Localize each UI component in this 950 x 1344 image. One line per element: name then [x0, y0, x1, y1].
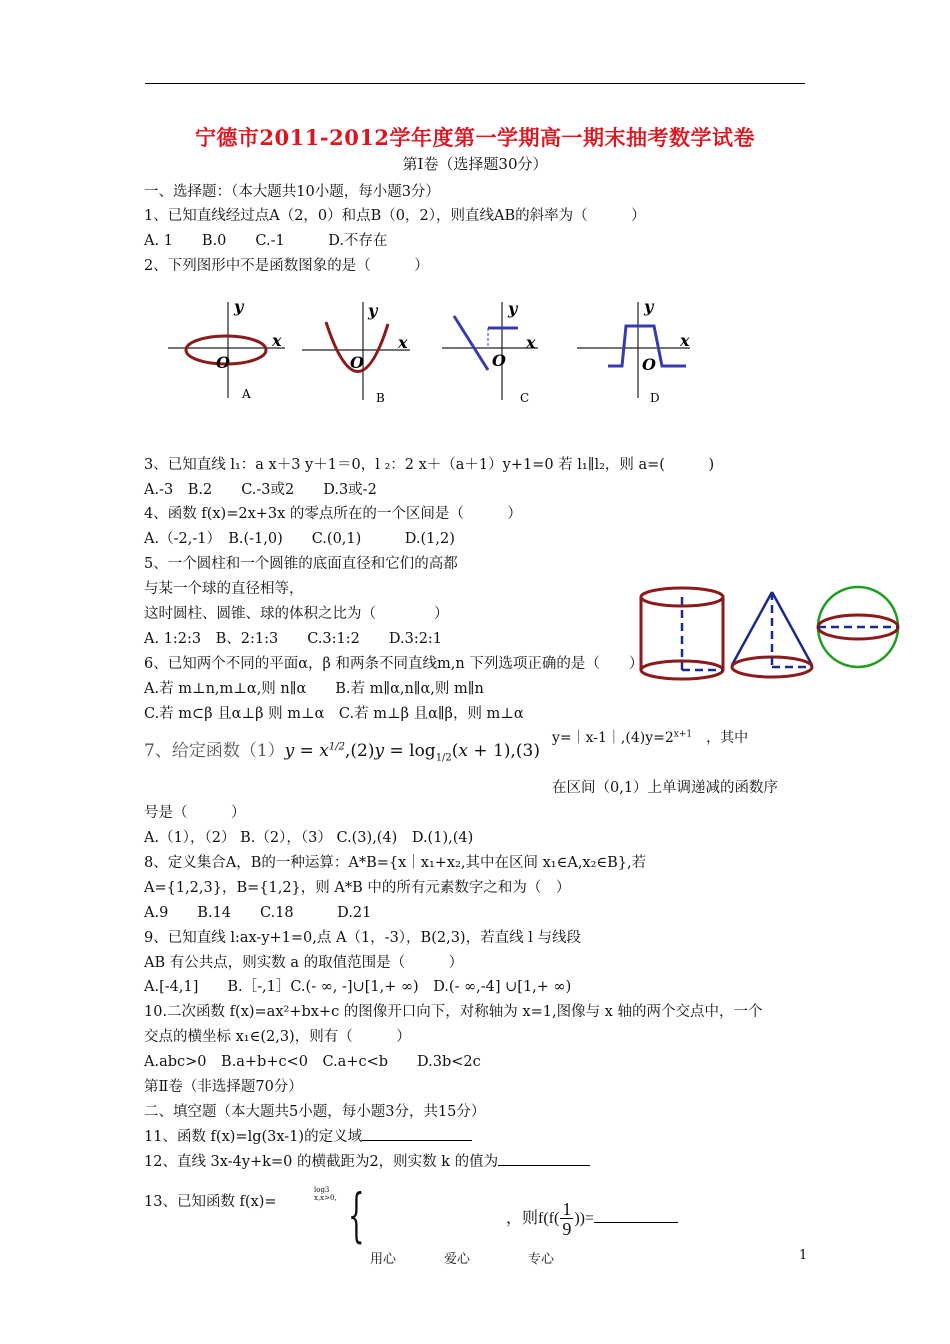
graph-b-label: B: [376, 391, 385, 405]
question-5-line3: 这时圆柱、圆锥、球的体积之比为（ ）: [144, 606, 449, 622]
question-11: [144, 1125, 472, 1146]
cone: [732, 592, 812, 677]
question-6-options-ab: A.若 m⊥n,m⊥α,则 n∥α B.若 m∥α,n∥α,则 m∥n: [144, 681, 484, 697]
question-13-post: ，则f(f(: [506, 1210, 560, 1228]
question-6: 6、已知两个不同的平面α，β 和两条不同直线m,n 下列选项正确的是（ ）: [144, 656, 644, 672]
question-7-right: [552, 727, 748, 747]
origin-label: O: [216, 353, 230, 372]
origin-label: O: [492, 351, 506, 370]
question-5-line1: 5、一个圆柱和一个圆锥的底面直径和它们的高都: [144, 556, 458, 572]
question-4: 4、函数 f(x)=2x+3x 的零点所在的一个区间是（ ）: [144, 506, 522, 522]
y-axis-label: y: [368, 301, 378, 320]
top-rule: [145, 83, 805, 84]
question-9-line2: AB 有公共点，则实数 a 的取值范围是（ ）: [144, 955, 464, 971]
graph-a: [168, 297, 285, 401]
footer-text-1: 用心: [370, 1252, 397, 1267]
page-number: 1: [799, 1248, 808, 1263]
footer-text-3: 专心: [528, 1252, 555, 1267]
question-3: 3、已知直线 l₁：a x＋3 y＋1＝0，l ₂：2 x＋（a＋1）y+1=0 若 l₁∥l₂，则 a=( ): [144, 457, 715, 473]
graph-b: [302, 301, 410, 405]
graph-d: [577, 297, 690, 405]
question-5-line2: 与某一个球的直径相等，: [144, 581, 304, 597]
part2-heading: 第Ⅱ卷（非选择题70分）: [144, 1079, 303, 1095]
formula-1: $y = x^{1/2}$: [284, 741, 345, 761]
y-axis-label: y: [234, 297, 244, 316]
question-7-right-text: y=｜x-1｜,(4)y=2: [552, 730, 674, 746]
graph-c-label: C: [520, 391, 530, 405]
footer-text-2: 爱心: [444, 1252, 471, 1267]
question-10-line1: 10.二次函数 f(x)=ax²+bx+c 的图像开口向下，对称轴为 x=1,图像与 x 轴的两个交点中，一个: [144, 1004, 763, 1020]
sphere: [818, 587, 898, 667]
question-7-line3: 号是（ ）: [144, 805, 246, 821]
question-7-exponent: x+1: [673, 729, 693, 740]
question-1-options: A. 1 B.0 C.-1 D.不存在: [144, 233, 388, 249]
question-7-mid: ,(2): [344, 741, 375, 761]
graph-c: [442, 299, 538, 405]
fraction-numerator: 1: [562, 1199, 572, 1219]
question-7-end: ，其中: [706, 730, 749, 746]
section1-heading: 一、选择题：（本大题共10小题，每小题3分）: [144, 184, 440, 200]
question-13-expression: [506, 1200, 678, 1239]
piecewise-log: log3: [314, 1186, 330, 1194]
question-11-text: 11、函数 f(x)=lg(3x-1)的定义域: [144, 1129, 363, 1145]
question-7-start: [144, 736, 540, 763]
piecewise-brace: {: [348, 1181, 365, 1249]
part1-heading: 第Ⅰ卷（选择题30分）: [402, 155, 548, 173]
question-7-prefix: 7、给定函数（1）: [144, 741, 285, 761]
question-9-line1: 9、已知直线 l:ax-y+1=0,点 A（1，-3），B(2,3)，若直线 l 与线段: [144, 930, 581, 946]
question-3-options: A.-3 B.2 C.-3或2 D.3或-2: [144, 482, 377, 498]
y-axis-label: y: [508, 299, 518, 318]
x-axis-label: x: [526, 333, 536, 352]
question-6-options-cd: C.若 m⊂β 且α⊥β 则 m⊥α C.若 m⊥β 且α∥β，则 m⊥α: [144, 706, 524, 722]
origin-label: O: [350, 353, 364, 372]
graph-a-label: A: [242, 387, 251, 401]
x-axis-label: x: [398, 333, 408, 352]
graph-d-label: D: [650, 391, 660, 405]
question-13-prefix: 13、已知函数 f(x)=: [144, 1194, 277, 1210]
question-7-options: A.（1），（2） B.（2），（3） C.(3),(4) D.(1),(4): [144, 830, 474, 846]
question-8-line2: A={1,2,3}，B={1,2}，则 A*B 中的所有元素数字之和为（ ）: [144, 880, 571, 896]
question-4-options: A.（-2,-1） B.(-1,0) C.(0,1) D.(1,2): [144, 531, 455, 547]
question-13-end: ))=: [574, 1210, 595, 1228]
solids-figure: [630, 580, 910, 690]
question-8-options: A.9 B.14 C.18 D.21: [144, 905, 372, 921]
question-12: [144, 1150, 590, 1171]
piecewise-case1: [314, 1186, 337, 1202]
fraction: [560, 1200, 573, 1239]
section2-heading: 二、填空题（本大题共5小题，每小题3分，共15分）: [144, 1104, 486, 1120]
formula-2: $y = \log_{1/2}(x + 1)$: [374, 741, 511, 764]
fraction-denominator: 9: [562, 1219, 572, 1239]
y-axis-label: y: [644, 297, 654, 316]
question-2: 2、下列图形中不是函数图象的是（ ）: [144, 258, 429, 274]
question-9-options: A.[-4,1] B.［-,1］C.(- ∞, -]∪[1,+ ∞) D.(- ∞,-4] ∪[1,+ ∞): [144, 979, 572, 995]
question-12-text: 12、直线 3x-4y+k=0 的横截距为2，则实数 k 的值为: [144, 1154, 499, 1170]
question-8-line1: 8、定义集合A，B的一种运算：A*B={x｜x₁+x₂,其中在区间 x₁∈A,x₂∈B},若: [144, 855, 647, 871]
question-1: 1、已知直线经过点A（2，0）和点B（0，2），则直线AB的斜率为（ ）: [144, 208, 646, 224]
function-graphs-figure: [160, 290, 720, 410]
x-axis-label: x: [272, 331, 282, 350]
question-10-line2: 交点的横坐标 x₁∈(2,3)，则有（ ）: [144, 1029, 411, 1045]
answer-blank[interactable]: [498, 1151, 590, 1166]
question-7-tail: ,(3): [510, 741, 540, 761]
answer-blank[interactable]: [362, 1126, 472, 1141]
cylinder: [641, 588, 723, 679]
answer-blank[interactable]: [594, 1208, 678, 1223]
question-5-options: A. 1:2:3 B、2:1:3 C.3:1:2 D.3:2:1: [144, 631, 443, 647]
piecewise-condition: x,x>0,: [314, 1194, 337, 1202]
question-7-line2: 在区间（0,1）上单调递减的函数序: [552, 780, 779, 796]
page-title: 宁德市2011-2012学年度第一学期高一期末抽考数学试卷: [194, 125, 756, 150]
x-axis-label: x: [680, 331, 690, 350]
origin-label: O: [642, 355, 656, 374]
question-10-options: A.abc>0 B.a+b+c<0 C.a+c<b D.3b<2c: [144, 1054, 481, 1070]
